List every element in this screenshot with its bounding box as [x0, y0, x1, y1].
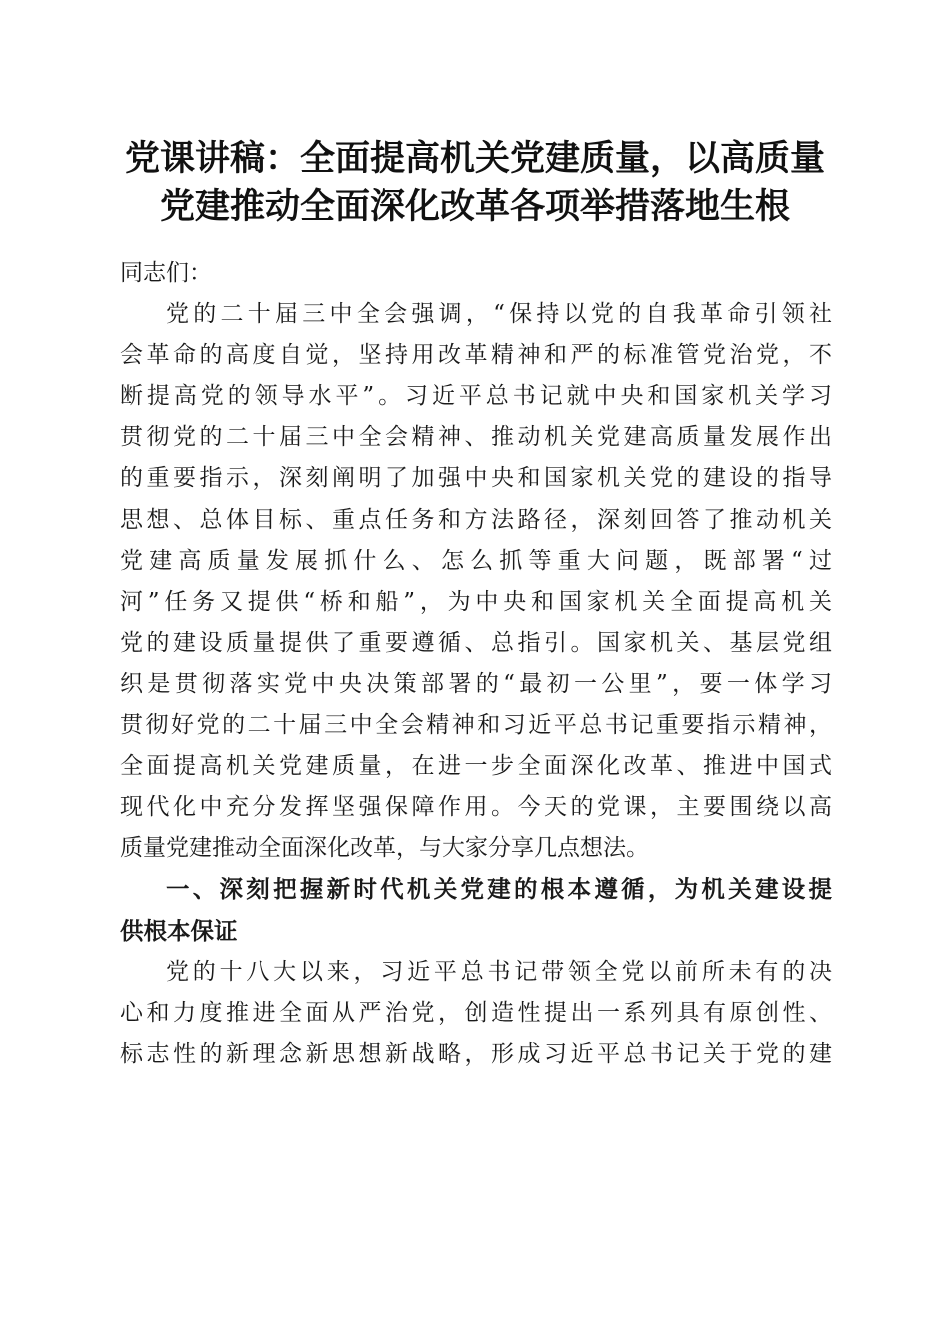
paragraph-line: 贯彻好党的二十届三中全会精神和习近平总书记重要指示精神， [120, 712, 832, 739]
paragraph-line: 心和力度推进全面从严治党，创造性提出一系列具有原创性、 [120, 999, 832, 1026]
paragraph-line: 现代化中充分发挥坚强保障作用。今天的党课，主要围绕以高 [120, 794, 832, 821]
section-heading-line: 一、深刻把握新时代机关党建的根本遵循，为机关建设提 [166, 875, 832, 904]
paragraph-line: 党的十八大以来，习近平总书记带领全党以前所未有的决 [166, 958, 832, 985]
document-body [120, 253, 832, 1075]
paragraph-line: 思想、总体目标、重点任务和方法路径，深刻回答了推动机关 [120, 506, 832, 533]
paragraph-line: 会革命的高度自觉，坚持用改革精神和严的标准管党治党，不 [120, 342, 832, 369]
salutation: 同志们： [120, 260, 212, 286]
paragraph-line: 的重要指示，深刻阐明了加强中央和国家机关党的建设的指导 [120, 465, 832, 492]
paragraph-line: 质量党建推动全面深化改革，与大家分享几点想法。 [120, 835, 649, 862]
paragraph-line: 贯彻党的二十届三中全会精神、推动机关党建高质量发展作出 [120, 424, 832, 451]
paragraph-line: 织是贯彻落实党中央决策部署的“最初一公里”，要一体学习 [120, 670, 832, 697]
paragraph-line: 党的建设质量提供了重要遵循、总指引。国家机关、基层党组 [120, 629, 832, 656]
paragraph-line: 党建高质量发展抓什么、怎么抓等重大问题，既部署“过 [120, 547, 832, 574]
title-line: 党建推动全面深化改革各项举措落地生根 [159, 186, 790, 227]
paragraph-line: 党的二十届三中全会强调，“保持以党的自我革命引领社 [166, 301, 832, 328]
paragraph-line: 河”任务又提供“桥和船”，为中央和国家机关全面提高机关 [120, 588, 832, 615]
paragraph-line: 断提高党的领导水平”。习近平总书记就中央和国家机关学习 [120, 383, 832, 410]
section-heading-line: 供根本保证 [120, 916, 238, 945]
document-title [100, 135, 850, 231]
paragraph-line: 标志性的新理念新思想新战略，形成习近平总书记关于党的建 [120, 1040, 832, 1067]
paragraph-line: 全面提高机关党建质量，在进一步全面深化改革、推进中国式 [120, 753, 832, 780]
title-line: 党课讲稿：全面提高机关党建质量，以高质量 [124, 138, 825, 179]
